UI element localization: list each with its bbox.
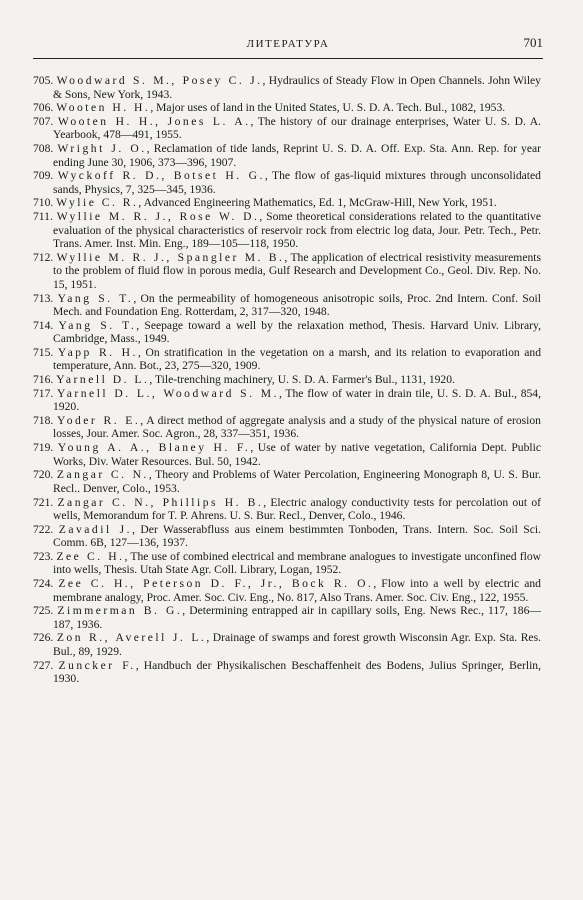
reference-entry	[33, 550, 541, 577]
reference-number: 722.	[33, 522, 54, 536]
reference-number: 707.	[33, 114, 54, 128]
reference-author: Yang S. T.	[57, 291, 134, 305]
reference-number: 705.	[33, 74, 54, 87]
reference-author: Yoder R. E.	[56, 413, 141, 427]
reference-number: 726.	[33, 631, 54, 645]
reference-number: 711.	[33, 210, 53, 224]
reference-author: Zangar C. N.	[56, 468, 149, 482]
reference-entry	[33, 74, 541, 101]
reference-entry	[33, 319, 541, 346]
reference-text: , Use of water by native vegetation, California Dept. Public Works, Div. Water Resources. Bul. 50, 1942.	[53, 441, 541, 468]
reference-entry	[33, 142, 541, 169]
reference-text: , A direct method of aggregate analysis and a study of the physical nature of erosion losses, Jour. Amer. Soc. Agron., 28, 337—351, 1936.	[53, 413, 541, 441]
reference-text: , Seepage toward a well by the relaxation method, Thesis. Harvard Univ. Library, Cambridge, Mass., 1949.	[53, 318, 541, 346]
reference-text: , Advanced Engineering Mathematics, Ed. 1, McGraw-Hill, New York, 1951.	[138, 196, 497, 210]
reference-entry	[33, 604, 541, 631]
reference-text: , Handbuch der Physikalischen Beschaffenheit des Bodens, Julius Springer, Berlin, 1930.	[53, 658, 541, 686]
reference-entry	[33, 101, 541, 115]
reference-number: 723.	[33, 549, 54, 563]
page-number: 701	[523, 35, 543, 50]
reference-text: , Flow into a well by electric and membrane analogy, Proc. Amer. Soc. Civ. Eng., No. 817, Also Trans. Amer. Soc. Civ. Eng., 122, 1955.	[53, 577, 541, 604]
reference-text: , On the permeability of homogeneous anisotropic soils, Proc. 2nd Intern. Conf. Soil Mech. and Foundation Eng. Rotterdam, 2, 317—320, 1948.	[53, 291, 541, 318]
reference-entry	[33, 414, 541, 441]
reference-author: Zangar C. N., Phillips H. B.	[57, 495, 264, 509]
reference-text: , Determining entrapped air in capillary soils, Eng. News Rec., 117, 186—187, 1936.	[53, 604, 541, 631]
reference-number: 715.	[33, 345, 54, 359]
reference-text: , The use of combined electrical and membrane analogues to investigate unconfined flow into wells, Thesis. Utah State Agr. Coll. Library, Logan, 1952.	[53, 549, 541, 577]
reference-number: 712.	[33, 250, 54, 264]
reference-number: 709.	[33, 169, 54, 183]
reference-text: , Electric analogy conductivity tests for percolation out of wells, Memorandum for T. P. Ahrens. U. S. Bur. Recl., Denver, Colo., 1946.	[53, 495, 541, 522]
reference-entry	[33, 196, 541, 210]
reference-entry	[33, 169, 541, 196]
reference-text: , The application of electrical resistivity measurements to the problem of fluid flow in porous media, Gulf Research and Development Co., Geol. Div. Rep. No. 15, 1951.	[53, 250, 541, 291]
reference-author: Woodward S. M., Posey C. J.	[56, 74, 263, 87]
reference-number: 717.	[33, 386, 54, 400]
reference-entry	[33, 292, 541, 319]
reference-author: Zuncker F.	[58, 658, 136, 672]
reference-author: Zee C. H., Peterson D. F., Jr., Bock R. O.	[58, 577, 374, 591]
reference-text: , The flow of water in drain tile, U. S. D. A. Bul., 854, 1920.	[53, 386, 542, 414]
reference-text: , Reclamation of tide lands, Reprint U. S. D. A. Off. Exp. Sta. Ann. Rep. for year ending June 30, 1906, 373—396, 1907.	[53, 142, 541, 169]
reference-author: Young A. A., Blaney H. F.	[57, 441, 251, 455]
reference-entry	[33, 659, 541, 686]
reference-author: Wright J. O.	[57, 142, 147, 156]
reference-number: 727.	[33, 658, 54, 672]
reference-list	[33, 74, 541, 686]
reference-entry	[33, 346, 541, 373]
reference-entry	[33, 441, 541, 468]
reference-entry	[33, 115, 541, 142]
reference-number: 713.	[33, 291, 54, 305]
reference-author: Zavadil J.	[58, 522, 133, 536]
reference-author: Wyllie M. R. J., Rose W. D.	[56, 210, 260, 224]
reference-author: Yarnell D. L.	[56, 373, 150, 387]
reference-entry	[33, 631, 541, 658]
reference-number: 724.	[33, 577, 54, 591]
reference-entry	[33, 373, 541, 387]
reference-number: 708.	[33, 142, 54, 156]
reference-number: 719.	[33, 441, 54, 455]
reference-number: 706.	[33, 101, 54, 115]
reference-text: , Tile-trenching machinery, U. S. D. A. Farmer's Bul., 1131, 1920.	[149, 373, 455, 387]
reference-text: , Der Wasserabfluss aus einem bestimmten Tonboden, Trans. Intern. Soc. Soil Sci. Comm. 6B, 127—136, 1937.	[53, 522, 542, 550]
reference-number: 720.	[33, 468, 54, 482]
reference-entry	[33, 496, 541, 523]
reference-text: , Some theoretical considerations related to the quantitative evaluation of the physical characteristics of reservoir rock from electric log data, Jour. Petr. Tech., Petr. Trans. Amer. Inst. Min. Eng., 189—105—118, 1950.	[53, 210, 541, 251]
reference-author: Wylie C. R.	[56, 196, 139, 210]
reference-author: Zee C. H.	[56, 549, 125, 563]
reference-text: , On stratification in the vegetation on a marsh, and its relation to evaporation and temperature, Ann. Bot., 23, 275—320, 1909.	[53, 345, 542, 373]
reference-author: Yarnell D. L., Woodward S. M.	[57, 386, 279, 400]
reference-entry	[33, 523, 541, 550]
reference-entry	[33, 577, 541, 604]
reference-number: 716.	[33, 373, 54, 387]
reference-author: Zon R., Averell J. L.	[56, 631, 207, 645]
reference-number: 710.	[33, 196, 54, 210]
reference-entry	[33, 210, 541, 251]
reference-text: , Drainage of swamps and forest growth Wisconsin Agr. Exp. Sta. Res. Bul., 89, 1929.	[53, 631, 541, 658]
reference-text: , The history of our drainage enterprises, Water U. S. D. A. Yearbook, 478—491, 1955.	[53, 114, 541, 142]
reference-author: Wooten H. H.	[56, 101, 151, 115]
reference-author: Wyllie M. R. J., Spangler M. B.	[56, 250, 285, 264]
reference-text: , The flow of gas-liquid mixtures through unconsolidated sands, Physics, 7, 325—345, 1936.	[53, 169, 541, 196]
reference-author: Wyckoff R. D., Botset H. G.	[57, 169, 265, 183]
reference-number: 714.	[33, 318, 54, 332]
reference-text: , Theory and Problems of Water Percolation, Engineering Monograph 8, U. S. Bur. Recl.. Denver, Colo., 1953.	[53, 468, 541, 495]
reference-author: Wooten H. H., Jones L. A.	[57, 114, 251, 128]
reference-number: 721.	[33, 495, 54, 509]
reference-text: , Major uses of land in the United States, U. S. D. A. Tech. Bul., 1082, 1953.	[150, 101, 506, 115]
reference-entry	[33, 468, 541, 495]
running-head: ЛИТЕРАТУРА	[246, 38, 330, 50]
reference-entry	[33, 251, 541, 292]
page-header	[33, 34, 543, 54]
reference-author: Yapp R. H.	[57, 345, 138, 359]
reference-author: Zimmerman B. G.	[57, 604, 183, 618]
reference-author: Yang S. T.	[58, 318, 137, 332]
reference-number: 718.	[33, 413, 54, 427]
reference-text: , Hydraulics of Steady Flow in Open Channels. John Wiley & Sons, New York, 1943.	[53, 74, 541, 101]
reference-entry	[33, 387, 541, 414]
header-rule	[33, 58, 543, 59]
reference-number: 725.	[33, 604, 54, 618]
